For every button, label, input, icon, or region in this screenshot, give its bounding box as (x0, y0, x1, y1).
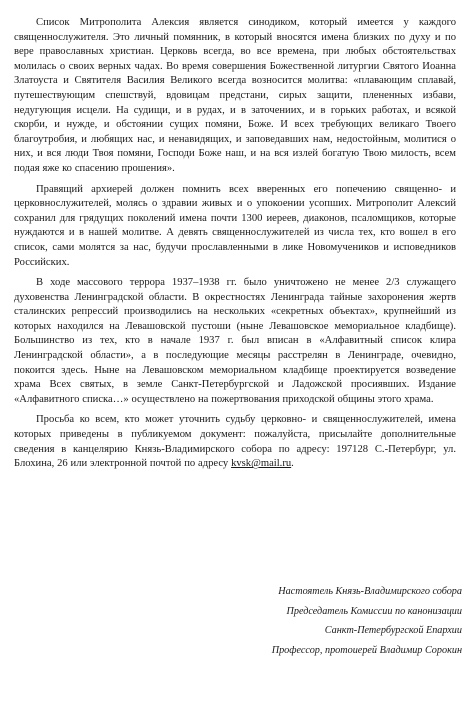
paragraph-2-text: Правящий архиерей должен помнить всех вверенных его попечению священно- и церковнослужителей, молясь о здравии живых и о упокоении усопших. Митрополит Алексий сохранил для грядущих поколений имена почти 1300 иереев, диаконов, псаломщиков, которые нуждаются и в нашей молитве. А девять священнослужителей из числа тех, кто вошел в его список, сами молятся за нас, будучи прославленными в лике Новомучеников и исповедников Российских. (14, 183, 456, 268)
paragraph-1 (14, 16, 456, 177)
paragraph-1-text: Список Митрополита Алексия является синодиком, который имеется у каждого священнослужителя. Это личный помянник, в который вносятся имена близких по духу и по вере православных христиан. Церковь всегда, во все времена, при любых обстоятельствах молилась о своих верных чадах. Во время совершения Божественной литургии Святого Иоанна Златоуста и Святителя Василия Великого всегда возносится молитва: «плавающим сплавай, путешествующим спешствуй, вдовицам предстани, сирых защити, плененных избави, недугующия исцели. На судищи, и в рудах, и в заточениих, и в горьких работах, и всякой скорби, и нужде, и обстоянии сущих помяни, Боже. И всех требующих великаго Твоего благоутробия, и любящих нас, и ненавидящих, и заповедавших нам, недостойным, молитися о них, и вся люди Твоя помяни, Господи Боже наш, и на вся излей богатую Твою милость, всем подая яже ко спасению прошения». (14, 17, 456, 174)
signature-line-4: Профессор, протоиерей Владимир Сорокин (271, 644, 462, 656)
paragraph-4 (14, 413, 456, 471)
signature-line-3: Санкт-Петербургской Епархии (324, 625, 462, 636)
paragraph-4-text: Просьба ко всем, кто может уточнить судьбу церковно- и священнослужителей, имена которых приведены в публикуемом документ: пожалуйста, присылайте дополнительные сведения в канцелярию Князь-Владимирского собора по адресу: 197128 С.-Петербург, ул. Блохина, 26 или электронной почтой по адресу (14, 414, 456, 470)
paragraph-4-tail: . (291, 458, 294, 470)
paragraph-3-text: В ходе массового террора 1937–1938 гг. было уничтожено не менее 2/3 служащего духовенства Ленинградской области. В окрестностях Ленинграда тайные захоронения жертв сталинских репрессий производились на нескольких «секретных объектах», крупнейший из которых находился на Левашовской пустоши (ныне Левашовское мемориальное кладбище). Большинство из тех, кто в начале 1937 г. был вписан в «Алфавитный список клира Ленинградской области», а в последующие месяцы расстрелян в Ленинграде, очевидно, покоится здесь. Ныне на Левашовском мемориальном кладбище проектируется возведение храма Всех святых, в земле Санкт-Петербургской и Ладожской просиявших. Издание «Алфавитного списка…» осуществлено на пожертвования приходской общины этого храма. (14, 277, 456, 405)
email-link[interactable]: kvsk@mail.ru (231, 458, 292, 470)
signature-line-2: Председатель Комиссии по канонизации (286, 605, 462, 617)
signature-line-1: Настоятель Князь-Владимирского собора (278, 586, 462, 597)
paragraph-3 (14, 276, 456, 407)
paragraph-2 (14, 183, 456, 271)
signature-block (140, 582, 462, 660)
document-body (14, 16, 456, 478)
